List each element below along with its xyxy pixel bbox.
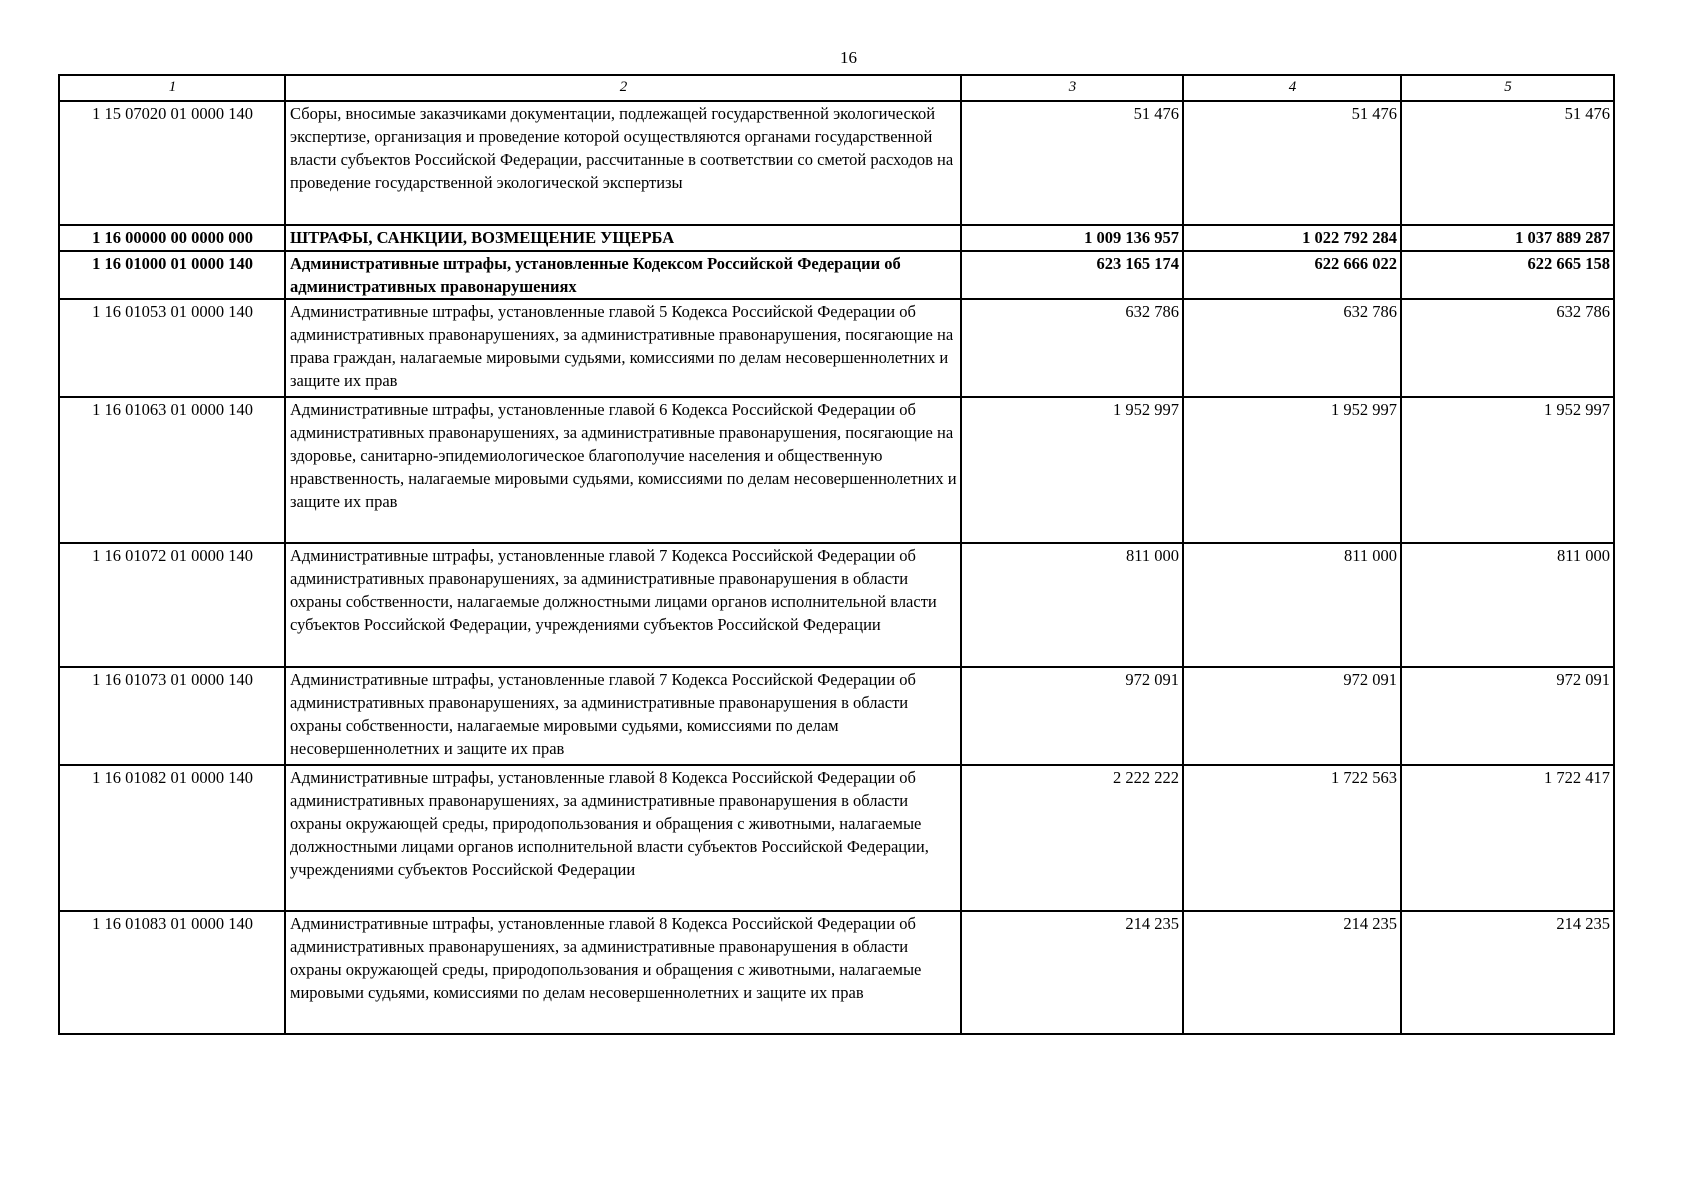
row-value-col5: 972 091: [1401, 667, 1614, 765]
row-value-col4: 1 722 563: [1183, 765, 1401, 911]
row-name: Административные штрафы, установленные главой 5 Кодекса Российской Федерации об административных правонарушениях, за административные правонарушения, посягающие на права граждан, налагаемые мировыми судьями, комиссиями по делам несовершеннолетних и защите их прав: [285, 299, 961, 397]
header-col-2: 2: [285, 75, 961, 101]
row-name: Административные штрафы, установленные Кодексом Российской Федерации об административных правонарушениях: [285, 251, 961, 299]
row-value-col4: 622 666 022: [1183, 251, 1401, 299]
row-name: Административные штрафы, установленные главой 8 Кодекса Российской Федерации об административных правонарушениях, за административные правонарушения в области охраны окружающей среды, природопользования и обращения с животными, налагаемые мировыми судьями, комиссиями по делам несовершеннолетних и защите их прав: [285, 911, 961, 1034]
row-value-col5: 632 786: [1401, 299, 1614, 397]
table-row: [59, 397, 1614, 543]
row-code: 1 16 01082 01 0000 140: [59, 765, 285, 911]
row-code: 1 16 01073 01 0000 140: [59, 667, 285, 765]
row-value-col3: 1 009 136 957: [961, 225, 1183, 251]
row-code: 1 16 01000 01 0000 140: [59, 251, 285, 299]
row-value-col5: 1 722 417: [1401, 765, 1614, 911]
row-code: 1 16 00000 00 0000 000: [59, 225, 285, 251]
row-value-col3: 623 165 174: [961, 251, 1183, 299]
row-value-col4: 811 000: [1183, 543, 1401, 667]
header-col-4: 4: [1183, 75, 1401, 101]
row-value-col3: 972 091: [961, 667, 1183, 765]
table-row-subtotal: [59, 251, 1614, 299]
row-value-col5: 1 952 997: [1401, 397, 1614, 543]
row-name: Административные штрафы, установленные главой 7 Кодекса Российской Федерации об административных правонарушениях, за административные правонарушения в области охраны собственности, налагаемые мировыми судьями, комиссиями по делам несовершеннолетних и защите их прав: [285, 667, 961, 765]
row-name: Административные штрафы, установленные главой 7 Кодекса Российской Федерации об административных правонарушениях, за административные правонарушения в области охраны собственности, налагаемые должностными лицами органов исполнительной власти субъектов Российской Федерации, учреждениями субъектов Российской Федерации: [285, 543, 961, 667]
table-row: [59, 543, 1614, 667]
row-code: 1 16 01053 01 0000 140: [59, 299, 285, 397]
row-value-col3: 2 222 222: [961, 765, 1183, 911]
row-code: 1 16 01072 01 0000 140: [59, 543, 285, 667]
row-code: 1 15 07020 01 0000 140: [59, 101, 285, 225]
row-value-col4: 632 786: [1183, 299, 1401, 397]
row-value-col5: 214 235: [1401, 911, 1614, 1034]
row-value-col4: 214 235: [1183, 911, 1401, 1034]
table-row: [59, 765, 1614, 911]
row-value-col5: 1 037 889 287: [1401, 225, 1614, 251]
table-row: [59, 101, 1614, 225]
table-row-section-total: [59, 225, 1614, 251]
row-value-col5: 811 000: [1401, 543, 1614, 667]
row-name: Административные штрафы, установленные главой 8 Кодекса Российской Федерации об административных правонарушениях, за административные правонарушения в области охраны окружающей среды, природопользования и обращения с животными, налагаемые должностными лицами органов исполнительной власти субъектов Российской Федерации, учреждениями субъектов Российской Федерации: [285, 765, 961, 911]
row-value-col4: 1 022 792 284: [1183, 225, 1401, 251]
row-value-col3: 1 952 997: [961, 397, 1183, 543]
budget-revenue-table: [58, 74, 1615, 1035]
row-value-col4: 1 952 997: [1183, 397, 1401, 543]
table-row: [59, 299, 1614, 397]
row-value-col3: 51 476: [961, 101, 1183, 225]
header-col-1: 1: [59, 75, 285, 101]
header-col-5: 5: [1401, 75, 1614, 101]
row-value-col3: 214 235: [961, 911, 1183, 1034]
row-name: Административные штрафы, установленные главой 6 Кодекса Российской Федерации об административных правонарушениях, за административные правонарушения, посягающие на здоровье, санитарно-эпидемиологическое благополучие населения и общественную нравственность, налагаемые мировыми судьями, комиссиями по делам несовершеннолетних и защите их прав: [285, 397, 961, 543]
table-row: [59, 911, 1614, 1034]
row-name: ШТРАФЫ, САНКЦИИ, ВОЗМЕЩЕНИЕ УЩЕРБА: [285, 225, 961, 251]
row-value-col3: 632 786: [961, 299, 1183, 397]
page-number: 16: [840, 48, 857, 67]
row-value-col5: 622 665 158: [1401, 251, 1614, 299]
row-name: Сборы, вносимые заказчиками документации, подлежащей государственной экологической экспертизе, организация и проведение которой осуществляются органами государственной власти субъектов Российской Федерации, рассчитанные в соответствии со сметой расходов на проведение государственной экологической экспертизы: [285, 101, 961, 225]
table-header-row: [59, 75, 1614, 101]
header-col-3: 3: [961, 75, 1183, 101]
row-value-col5: 51 476: [1401, 101, 1614, 225]
table-row: [59, 667, 1614, 765]
row-value-col4: 51 476: [1183, 101, 1401, 225]
row-code: 1 16 01083 01 0000 140: [59, 911, 285, 1034]
row-value-col4: 972 091: [1183, 667, 1401, 765]
row-value-col3: 811 000: [961, 543, 1183, 667]
row-code: 1 16 01063 01 0000 140: [59, 397, 285, 543]
